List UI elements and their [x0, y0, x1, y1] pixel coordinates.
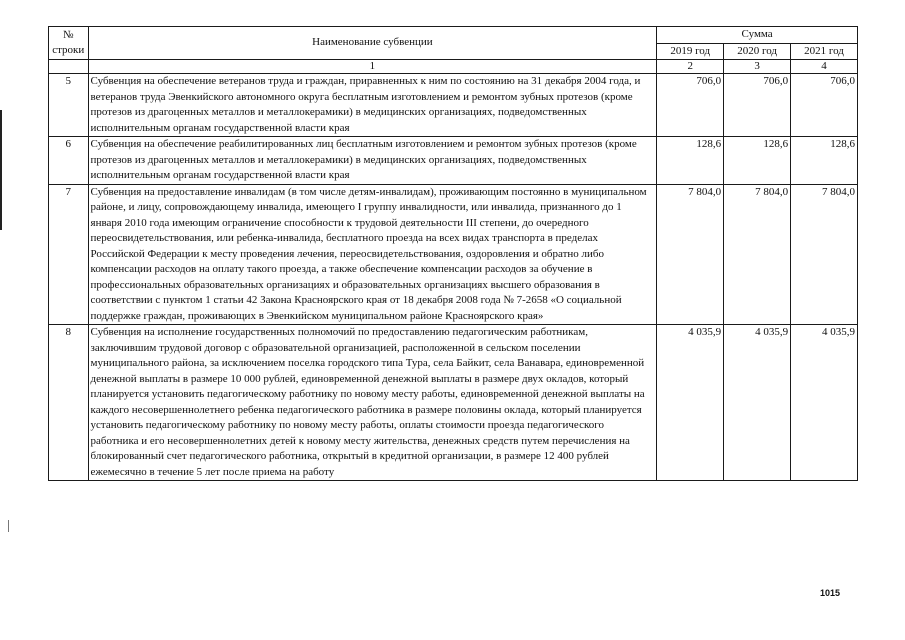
table-row	[49, 184, 858, 325]
page-number: 1015	[820, 588, 841, 598]
row-number: 5	[49, 74, 89, 137]
amount-2020: 128,6	[724, 137, 791, 185]
subsidy-description: Субвенция на обеспечение реабилитированных лиц бесплатным изготовлением и ремонтом зубных протезов (кроме протезов из драгоценных металлов и металлокерамики) в медицинских организациях, подведомственных исполнительным органам государственной власти края	[88, 137, 657, 185]
header-year-2020: 2020 год	[724, 43, 791, 60]
amount-2020: 4 035,9	[724, 325, 791, 481]
amount-2021: 128,6	[791, 137, 858, 185]
amount-2021: 706,0	[791, 74, 858, 137]
row-number: 6	[49, 137, 89, 185]
table-row	[49, 74, 858, 137]
amount-2019: 706,0	[657, 74, 724, 137]
column-index-row	[49, 60, 858, 74]
table-row	[49, 325, 858, 481]
row-number: 8	[49, 325, 89, 481]
header-no-label: строки	[52, 44, 85, 56]
header-subsidy-name: Наименование субвенции	[88, 27, 657, 60]
subsidy-description: Субвенция на предоставление инвалидам (в том числе детям-инвалидам), проживающим постоянно в муниципальном районе, и лицу, сопровождающему инвалида, имеющего I группу инвалидности, или инвалида, признанного до 1 января 2010 года имеющим ограничение способности к трудовой деятельности III степени, до очередного переосвидетельствования, или ребенка-инвалида, бесплатного проезда на всех видах транспорта в пределах Российской Федерации к месту проведения лечения, переосвидетельствования, оздоровления и обратно либо компенсации расходов на оплату такого проезда, а также обеспечение компенсации расходов за обучение в профессиональных образовательных организациях и образовательных организациях высшего образования в соответствии с пунктом 1 статьи 42 Закона Красноярского края от 18 декабря 2008 года № 7-2658 «О социальной поддержке граждан, проживающих в Эвенкийском муниципальном районе Красноярского края»	[88, 184, 657, 325]
header-no-symbol: №	[63, 28, 74, 41]
row-number: 7	[49, 184, 89, 325]
amount-2021: 7 804,0	[791, 184, 858, 325]
header-row-number	[49, 27, 89, 60]
amount-2020: 7 804,0	[724, 184, 791, 325]
scan-tick-mark	[8, 520, 9, 532]
amount-2019: 128,6	[657, 137, 724, 185]
amount-2019: 7 804,0	[657, 184, 724, 325]
header-year-2019: 2019 год	[657, 43, 724, 60]
header-year-2021: 2021 год	[791, 43, 858, 60]
table-row	[49, 137, 858, 185]
amount-2019: 4 035,9	[657, 325, 724, 481]
column-index-cell	[49, 60, 89, 74]
subsidy-table	[48, 26, 858, 481]
table-header-row	[49, 27, 858, 44]
column-index-cell: 3	[724, 60, 791, 74]
column-index-cell: 4	[791, 60, 858, 74]
subsidy-description: Субвенция на обеспечение ветеранов труда и граждан, приравненных к ним по состоянию на 31 декабря 2004 года, и ветеранов труда Эвенкийского автономного округа бесплатным изготовлением и ремонтом зубных протезов (кроме протезов из драгоценных металлов и металлокерамики) в медицинских организациях, подведомственных исполнительным органам государственной власти края	[88, 74, 657, 137]
subsidy-description: Субвенция на исполнение государственных полномочий по предоставлению педагогическим работникам, заключившим трудовой договор с образовательной организацией, расположенной в сельском поселении муниципального района, за исключением поселка городского типа Тура, села Байкит, села Ванавара, единовременной денежной выплаты в размере 10 000 рублей, единовременной денежной выплаты в размере двух окладов, который планируется установить педагогическому работнику по новому месту работы, единовременной денежной выплаты на каждого несовершеннолетнего ребенка педагогического работника в размере половины оклада, который планируется установить педагогическому работнику по новому месту работы, оплаты стоимости проезда педагогического работника и его несовершеннолетних детей к новому месту жительства, денежных средств путем перечисления на блокированный счет педагогического работника, открытый в кредитной организации, в размере 12 400 рублей ежемесячно в течение 5 лет после приема на работу	[88, 325, 657, 481]
header-sum: Сумма	[657, 27, 858, 44]
scan-edge-mark	[0, 110, 2, 230]
amount-2021: 4 035,9	[791, 325, 858, 481]
column-index-cell: 2	[657, 60, 724, 74]
column-index-cell: 1	[88, 60, 657, 74]
amount-2020: 706,0	[724, 74, 791, 137]
